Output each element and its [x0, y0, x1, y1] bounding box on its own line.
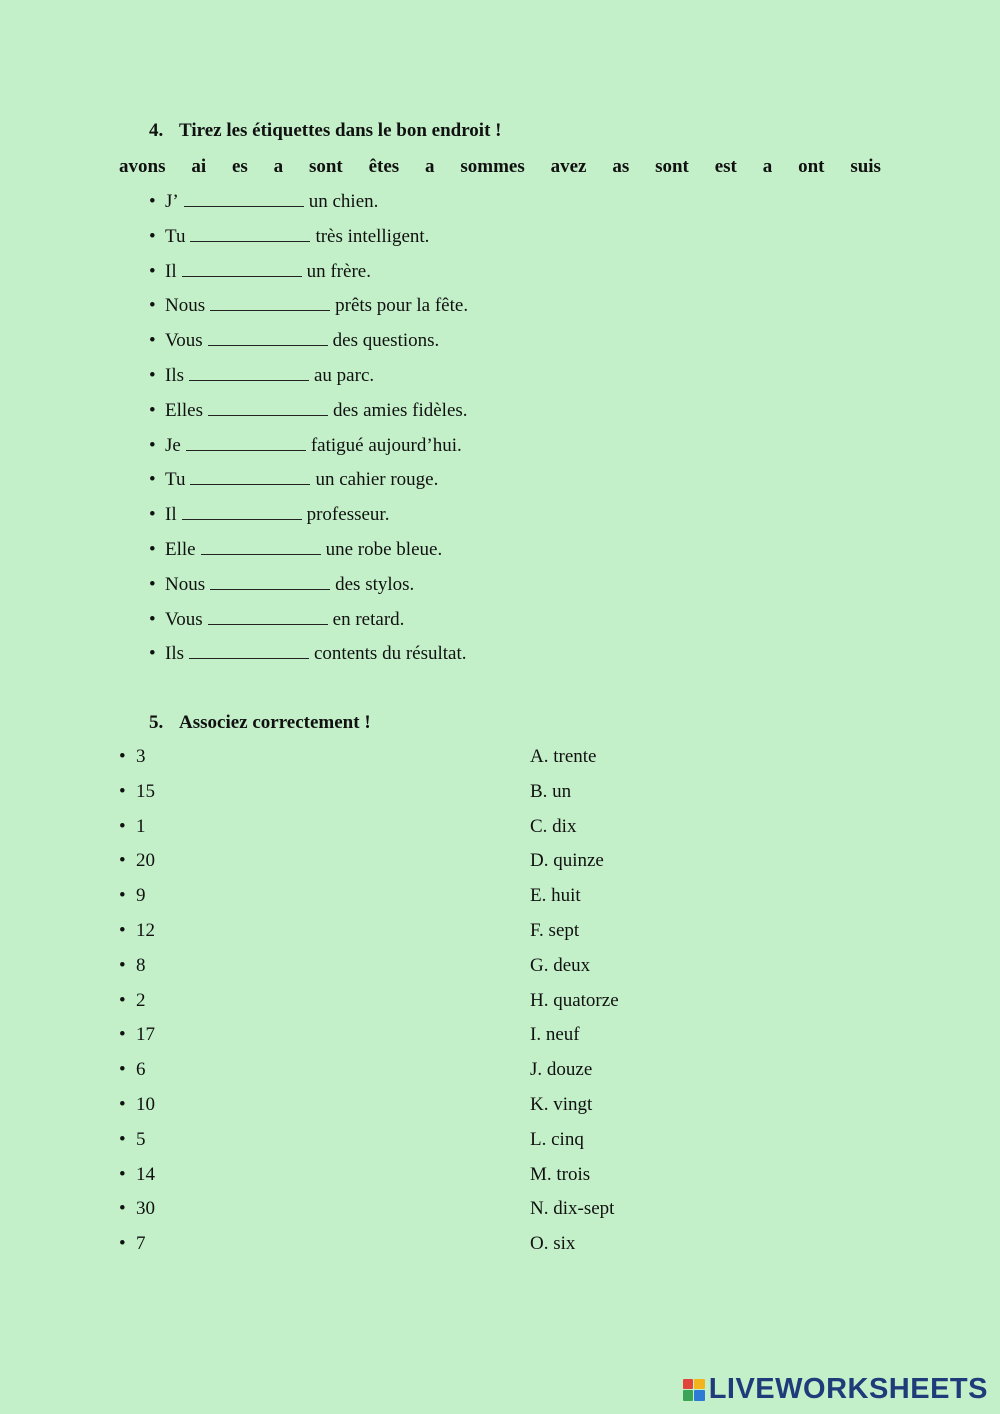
match-number-item[interactable]: [119, 1233, 146, 1255]
bullet-icon: •: [119, 1233, 126, 1255]
word-chip[interactable]: a: [273, 156, 284, 177]
match-number: 8: [136, 954, 146, 976]
match-number-item[interactable]: [119, 1164, 155, 1186]
bullet-icon: •: [119, 1128, 126, 1150]
sentence-rest: professeur.: [306, 504, 390, 526]
bullet-icon: •: [119, 1024, 126, 1046]
sentence-subject: Nous: [165, 573, 206, 595]
sentence-rest: des questions.: [332, 330, 440, 352]
drop-target-blank[interactable]: [182, 260, 302, 277]
sentence-rest: très intelligent.: [315, 225, 430, 247]
bullet-icon: •: [119, 1198, 126, 1220]
sentence-item: [149, 294, 468, 317]
bullet-icon: •: [119, 885, 126, 907]
match-number: 20: [136, 850, 155, 872]
sentence-subject: Ils: [165, 365, 184, 386]
match-word-item[interactable]: M. trois: [530, 1163, 591, 1185]
match-number-item[interactable]: [119, 781, 155, 803]
sentence-rest: fatigué aujourd’hui.: [310, 434, 462, 456]
match-word-item[interactable]: A. trente: [530, 746, 597, 767]
bullet-icon: •: [149, 260, 156, 282]
match-number-item[interactable]: [119, 955, 146, 977]
sentence-subject: Ils: [165, 643, 184, 665]
sentence-rest: un chien.: [308, 191, 379, 212]
drop-target-blank[interactable]: [189, 364, 309, 381]
bullet-icon: •: [119, 746, 126, 767]
bullet-icon: •: [119, 815, 126, 837]
bullet-icon: •: [119, 920, 126, 941]
sentence-rest: un frère.: [306, 260, 371, 282]
section-4-title: Tirez les étiquettes dans le bon endroit !: [179, 120, 502, 141]
sentence-item: [149, 538, 442, 561]
match-number-item[interactable]: [119, 885, 146, 907]
match-number-item[interactable]: [119, 1198, 155, 1220]
match-number-item[interactable]: [119, 1094, 155, 1116]
drop-target-blank[interactable]: [182, 503, 302, 520]
sentence-rest: des amies fidèles.: [333, 399, 468, 421]
sentence-subject: Elle: [165, 539, 196, 560]
bullet-icon: •: [149, 365, 156, 386]
sentence-item: [149, 399, 468, 422]
sentence-rest: contents du résultat.: [314, 643, 467, 665]
sentence-rest: une robe bleue.: [325, 539, 443, 560]
logo-icon: [683, 1379, 705, 1401]
match-number-item[interactable]: [119, 920, 155, 942]
match-number: 14: [136, 1163, 155, 1185]
word-chip[interactable]: as: [612, 156, 630, 177]
match-number: 9: [136, 885, 146, 907]
match-number: 6: [136, 1059, 146, 1081]
section-5-heading: [149, 712, 371, 734]
sentence-subject: Il: [165, 504, 177, 526]
match-number-item[interactable]: [119, 1059, 146, 1081]
sentence-item: [149, 573, 414, 596]
sentence-item: [149, 190, 378, 213]
sentence-subject: Vous: [165, 608, 203, 630]
sentence-item: [149, 225, 429, 248]
match-word-item[interactable]: D. quinze: [530, 850, 604, 872]
sentence-rest: en retard.: [332, 608, 405, 630]
match-number: 17: [136, 1024, 155, 1046]
sentence-item: [149, 329, 439, 352]
word-chip[interactable]: est: [714, 156, 737, 177]
section-5-number: 5.: [149, 712, 164, 733]
bullet-icon: •: [149, 225, 156, 247]
drop-target-blank[interactable]: [190, 468, 310, 485]
sentence-item: [149, 468, 438, 491]
word-chip[interactable]: sont: [655, 156, 689, 177]
match-word-item[interactable]: B. un: [530, 780, 572, 802]
bullet-icon: •: [119, 780, 126, 802]
match-number: 7: [136, 1233, 146, 1255]
bullet-icon: •: [149, 539, 156, 560]
match-number: 15: [136, 780, 155, 802]
match-number: 1: [136, 815, 146, 837]
drop-target-blank[interactable]: [190, 225, 310, 242]
sentence-item: [149, 608, 404, 631]
match-number: 10: [136, 1094, 155, 1115]
word-bank: [119, 156, 881, 178]
match-word-item[interactable]: G. deux: [530, 954, 591, 976]
bullet-icon: •: [149, 330, 156, 352]
logo-square: [683, 1379, 694, 1390]
match-word-item[interactable]: N. dix-sept: [530, 1198, 615, 1220]
sentence-rest: au parc.: [314, 365, 375, 386]
sentence-subject: Vous: [165, 330, 203, 352]
drop-target-blank[interactable]: [189, 642, 309, 659]
word-chip[interactable]: sont: [308, 156, 343, 177]
bullet-icon: •: [149, 399, 156, 421]
bullet-icon: •: [149, 191, 156, 212]
bullet-icon: •: [119, 954, 126, 976]
word-chip[interactable]: es: [231, 156, 248, 177]
bullet-icon: •: [119, 989, 126, 1011]
match-number: 2: [136, 989, 146, 1011]
sentence-item: [149, 642, 467, 665]
section-5-title: Associez correctement !: [179, 712, 371, 733]
liveworksheets-logo: [683, 1373, 988, 1406]
drop-target-blank[interactable]: [210, 294, 330, 311]
word-chip[interactable]: suis: [850, 156, 881, 177]
bullet-icon: •: [149, 504, 156, 526]
word-chip[interactable]: ont: [798, 156, 825, 177]
sentence-subject: J’: [165, 191, 179, 212]
bullet-icon: •: [149, 434, 156, 456]
bullet-icon: •: [119, 1059, 126, 1081]
match-number-item[interactable]: [119, 1129, 146, 1151]
sentence-subject: Il: [165, 260, 177, 282]
word-chip[interactable]: a: [425, 156, 435, 177]
match-word-item[interactable]: K. vingt: [530, 1094, 593, 1115]
bullet-icon: •: [119, 1163, 126, 1185]
match-number: 12: [136, 920, 155, 941]
bullet-icon: •: [149, 643, 156, 665]
match-number-item[interactable]: [119, 816, 146, 838]
sentence-rest: prêts pour la fête.: [335, 295, 469, 317]
match-number-item[interactable]: [119, 746, 146, 768]
match-number-item[interactable]: [119, 1024, 155, 1046]
drop-target-blank[interactable]: [184, 190, 304, 207]
sentence-subject: Elles: [165, 399, 203, 421]
drop-target-blank[interactable]: [208, 608, 328, 625]
word-chip[interactable]: êtes: [368, 156, 400, 177]
word-chip[interactable]: a: [762, 156, 773, 177]
logo-text: LIVEWORKSHEETS: [708, 1373, 988, 1405]
sentence-subject: Nous: [165, 295, 206, 317]
match-number: 30: [136, 1198, 155, 1220]
bullet-icon: •: [119, 1094, 126, 1115]
match-number-item[interactable]: [119, 850, 155, 872]
logo-square: [683, 1390, 694, 1401]
sentence-rest: des stylos.: [335, 573, 415, 595]
match-number: 5: [136, 1128, 146, 1150]
match-word-item[interactable]: F. sept: [530, 920, 580, 941]
bullet-icon: •: [119, 850, 126, 872]
match-word-item[interactable]: I. neuf: [530, 1024, 580, 1046]
sentence-subject: Tu: [165, 469, 186, 491]
match-word-item[interactable]: E. huit: [530, 885, 581, 907]
sentence-item: [149, 260, 371, 283]
drop-target-blank[interactable]: [186, 434, 306, 451]
section-4-heading: [149, 120, 501, 142]
drop-target-blank[interactable]: [210, 573, 330, 590]
match-word-item[interactable]: O. six: [530, 1233, 576, 1255]
logo-square: [694, 1390, 705, 1401]
sentence-item: [149, 364, 374, 387]
word-chip[interactable]: avons: [119, 156, 166, 177]
section-4-number: 4.: [149, 120, 164, 141]
drop-target-blank[interactable]: [208, 399, 328, 416]
word-chip[interactable]: ai: [191, 156, 207, 177]
drop-target-blank[interactable]: [208, 329, 328, 346]
sentence-item: [149, 503, 389, 526]
sentence-rest: un cahier rouge.: [315, 469, 439, 491]
sentence-subject: Tu: [165, 225, 186, 247]
word-chip[interactable]: sommes: [460, 156, 525, 177]
sentence-item: [149, 434, 462, 457]
sentence-subject: Je: [165, 434, 181, 456]
match-number-item[interactable]: [119, 990, 146, 1012]
match-number: 3: [136, 746, 146, 767]
bullet-icon: •: [149, 608, 156, 630]
match-word-item[interactable]: J. douze: [530, 1059, 593, 1081]
drop-target-blank[interactable]: [201, 538, 321, 555]
match-word-item[interactable]: L. cinq: [530, 1128, 584, 1150]
word-chip[interactable]: avez: [550, 156, 587, 177]
match-word-item[interactable]: C. dix: [530, 815, 577, 837]
bullet-icon: •: [149, 469, 156, 491]
bullet-icon: •: [149, 573, 156, 595]
match-word-item[interactable]: H. quatorze: [530, 989, 619, 1011]
logo-square: [694, 1379, 705, 1390]
bullet-icon: •: [149, 295, 156, 317]
